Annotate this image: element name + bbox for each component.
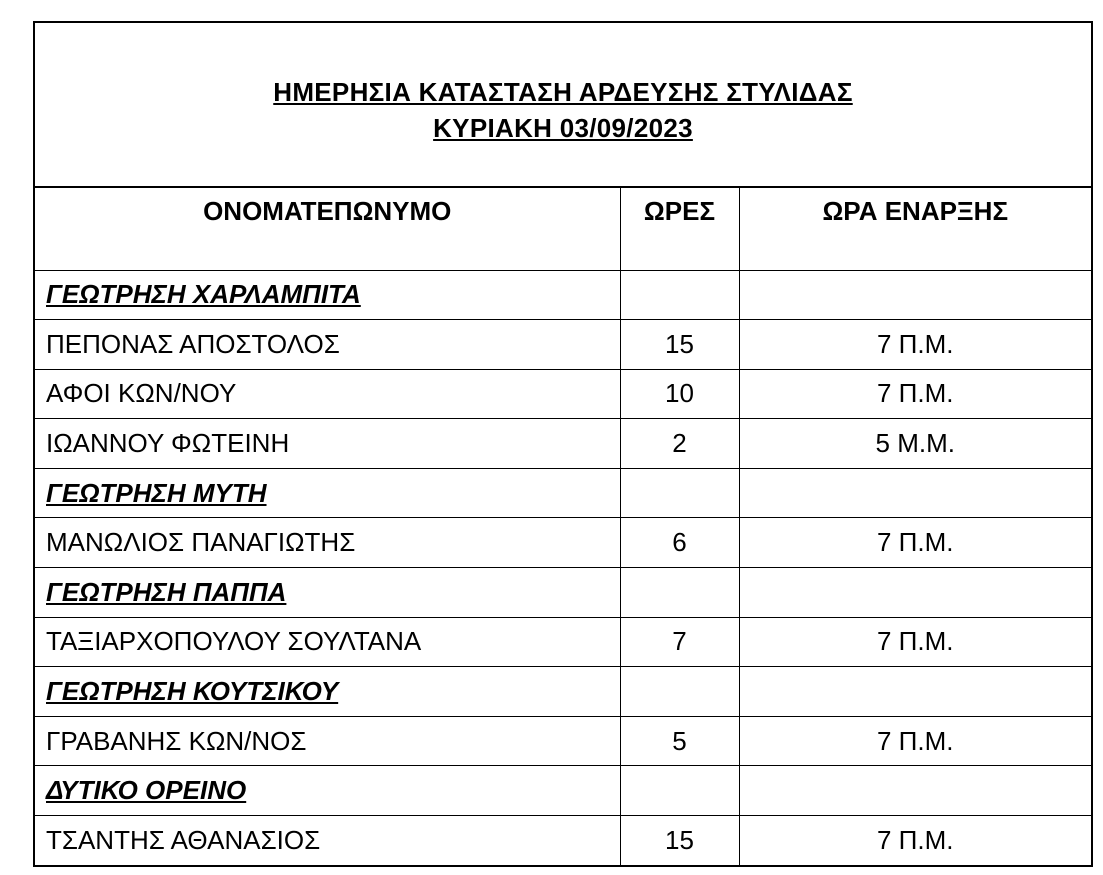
row-start-time [739, 270, 1091, 320]
row-hours: 15 [620, 816, 739, 866]
table-row-section [35, 766, 1091, 816]
row-hours: 15 [620, 320, 739, 370]
irrigation-table [35, 188, 1091, 865]
table-row [35, 320, 1091, 370]
row-hours [620, 468, 739, 518]
row-start-time [739, 766, 1091, 816]
row-hours [620, 568, 739, 618]
row-name: ΓΕΩΤΡΗΣΗ ΜΥΤΗ [35, 468, 620, 518]
row-start-time: 7 Π.Μ. [739, 716, 1091, 766]
row-start-time [739, 568, 1091, 618]
table-row [35, 369, 1091, 419]
table-row [35, 419, 1091, 469]
row-hours: 2 [620, 419, 739, 469]
column-header-start-time: ΩΡΑ ΕΝΑΡΞΗΣ [739, 188, 1091, 270]
row-name: ΜΑΝΩΛΙΟΣ ΠΑΝΑΓΙΩΤΗΣ [35, 518, 620, 568]
table-row [35, 518, 1091, 568]
row-hours [620, 667, 739, 717]
row-start-time: 7 Π.Μ. [739, 369, 1091, 419]
row-start-time [739, 667, 1091, 717]
row-start-time: 7 Π.Μ. [739, 320, 1091, 370]
table-row-section [35, 468, 1091, 518]
row-name: ΑΦΟΙ ΚΩΝ/ΝΟΥ [35, 369, 620, 419]
title-block [35, 23, 1091, 188]
row-start-time [739, 468, 1091, 518]
table-row-section [35, 270, 1091, 320]
row-start-time: 7 Π.Μ. [739, 816, 1091, 866]
row-hours [620, 270, 739, 320]
table-row-section [35, 667, 1091, 717]
column-header-hours: ΩΡΕΣ [620, 188, 739, 270]
row-hours [620, 766, 739, 816]
table-row [35, 617, 1091, 667]
report-date: ΚΥΡΙΑΚΗ 03/09/2023 [433, 112, 693, 143]
row-name: ΤΣΑΝΤΗΣ ΑΘΑΝΑΣΙΟΣ [35, 816, 620, 866]
table-row-section [35, 568, 1091, 618]
row-start-time: 5 Μ.Μ. [739, 419, 1091, 469]
row-hours: 6 [620, 518, 739, 568]
row-name: ΤΑΞΙΑΡΧΟΠΟΥΛΟΥ ΣΟΥΛΤΑΝΑ [35, 617, 620, 667]
irrigation-report-sheet [33, 21, 1093, 867]
row-name: ΓΕΩΤΡΗΣΗ ΧΑΡΛΑΜΠΙΤΑ [35, 270, 620, 320]
report-title: ΗΜΕΡΗΣΙΑ ΚΑΤΑΣΤΑΣΗ ΑΡΔΕΥΣΗΣ ΣΤΥΛΙΔΑΣ [273, 76, 853, 107]
row-name: ΙΩΑΝΝΟΥ ΦΩΤΕΙΝΗ [35, 419, 620, 469]
row-hours: 10 [620, 369, 739, 419]
row-start-time: 7 Π.Μ. [739, 617, 1091, 667]
row-name: ΔΥΤΙΚΟ ΟΡΕΙΝΟ [35, 766, 620, 816]
table-row [35, 816, 1091, 866]
column-header-name: ΟΝΟΜΑΤΕΠΩΝΥΜΟ [35, 188, 620, 270]
row-name: ΠΕΠΟΝΑΣ ΑΠΟΣΤΟΛΟΣ [35, 320, 620, 370]
row-hours: 7 [620, 617, 739, 667]
row-start-time: 7 Π.Μ. [739, 518, 1091, 568]
table-header-row [35, 188, 1091, 270]
row-name: ΓΕΩΤΡΗΣΗ ΠΑΠΠΑ [35, 568, 620, 618]
row-name: ΓΡΑΒΑΝΗΣ ΚΩΝ/ΝΟΣ [35, 716, 620, 766]
row-hours: 5 [620, 716, 739, 766]
row-name: ΓΕΩΤΡΗΣΗ ΚΟΥΤΣΙΚΟΥ [35, 667, 620, 717]
table-row [35, 716, 1091, 766]
